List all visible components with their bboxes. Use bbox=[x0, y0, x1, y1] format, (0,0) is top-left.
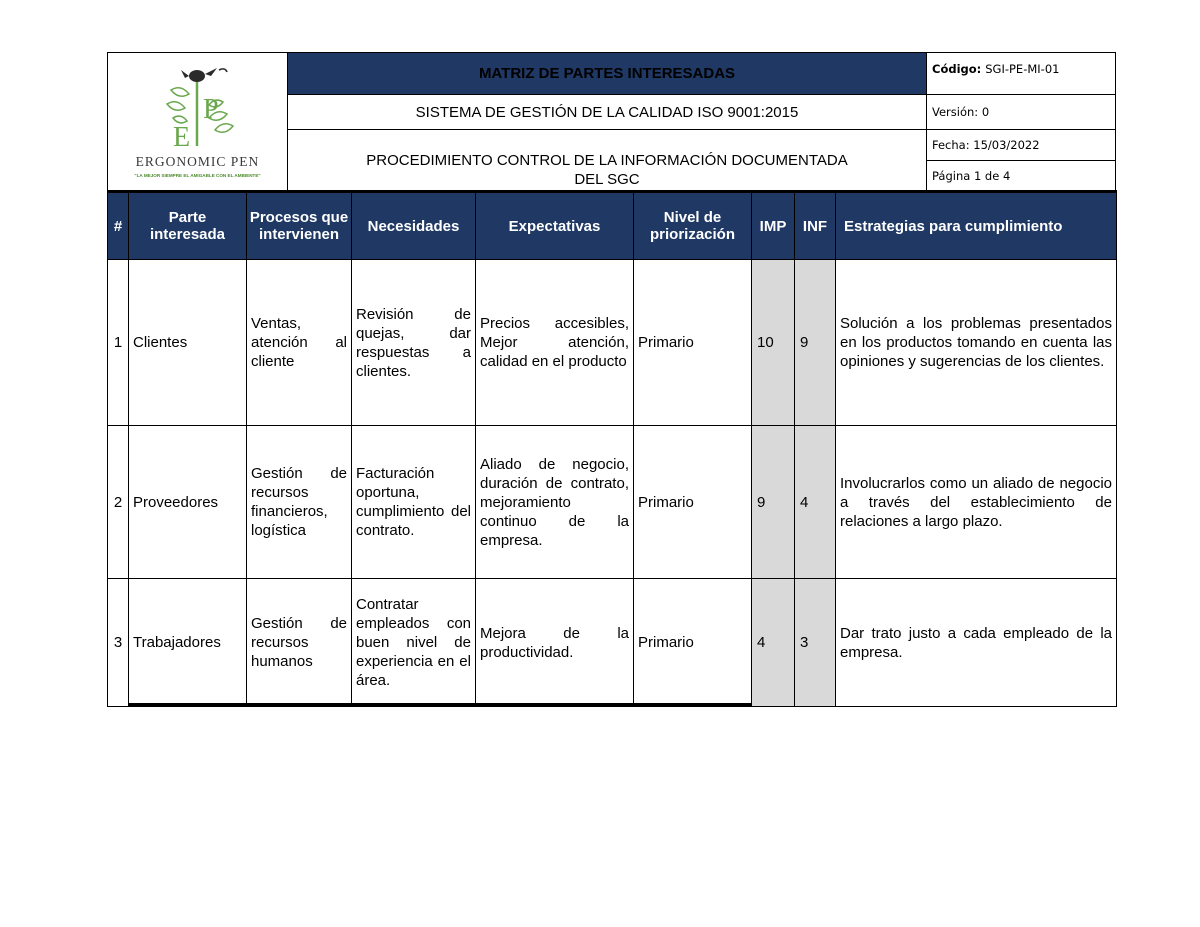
logo-brand-name: ERGONOMIC PEN bbox=[135, 153, 260, 169]
needs-cell: Facturación oportuna, cumplimiento del contrato. bbox=[352, 426, 476, 579]
processes-cell: Gestión de recursos financieros, logística bbox=[247, 426, 352, 579]
table-row bbox=[108, 579, 1117, 707]
procedure-title bbox=[287, 129, 927, 191]
row-number: 2 bbox=[108, 426, 129, 579]
priority-cell: Primario bbox=[634, 579, 752, 707]
col-header-needs: Necesidades bbox=[352, 192, 476, 260]
meta-code-label: Código: bbox=[932, 62, 982, 76]
table-row bbox=[108, 260, 1117, 426]
strategy-cell: Dar trato justo a cada empleado de la empresa. bbox=[836, 579, 1117, 707]
needs-cell: Contratar empleados con buen nivel de experiencia en el área. bbox=[352, 579, 476, 707]
imp-cell: 4 bbox=[752, 579, 795, 707]
col-header-expectations: Expectativas bbox=[476, 192, 634, 260]
expectations-cell: Mejora de la productividad. bbox=[476, 579, 634, 707]
col-header-priority: Nivel de priorización bbox=[634, 192, 752, 260]
meta-date-value: 15/03/2022 bbox=[973, 138, 1040, 152]
strategy-cell: Involucrarlos como un aliado de negocio a través del establecimiento de relaciones a largo plazo. bbox=[836, 426, 1117, 579]
meta-version bbox=[926, 94, 1116, 130]
imp-cell: 9 bbox=[752, 426, 795, 579]
imp-cell: 10 bbox=[752, 260, 795, 426]
logo-cell bbox=[107, 52, 288, 191]
processes-cell: Gestión de recursos humanos bbox=[247, 579, 352, 707]
logo-letter-p: P bbox=[202, 93, 219, 125]
table-header-row bbox=[108, 192, 1117, 260]
party-cell: Trabajadores bbox=[129, 579, 247, 707]
col-header-imp: IMP bbox=[752, 192, 795, 260]
expectations-cell: Precios accesibles, Mejor atención, calidad en el producto bbox=[476, 260, 634, 426]
inf-cell: 3 bbox=[795, 579, 836, 707]
company-logo bbox=[123, 62, 273, 182]
processes-cell: Ventas, atención al cliente bbox=[247, 260, 352, 426]
col-header-inf: INF bbox=[795, 192, 836, 260]
strategy-cell: Solución a los problemas presentados en los productos tomando en cuenta las opiniones y sugerencias de los clientes. bbox=[836, 260, 1117, 426]
procedure-title-line2: DEL SGC bbox=[574, 171, 640, 188]
priority-cell: Primario bbox=[634, 260, 752, 426]
needs-cell: Revisión de quejas, dar respuestas a clientes. bbox=[352, 260, 476, 426]
meta-page: Página 1 de 4 bbox=[926, 160, 1116, 191]
party-cell: Proveedores bbox=[129, 426, 247, 579]
col-header-party: Parte interesada bbox=[129, 192, 247, 260]
document-title: MATRIZ DE PARTES INTERESADAS bbox=[287, 52, 927, 95]
meta-version-label: Versión: bbox=[932, 105, 979, 119]
management-system: SISTEMA DE GESTIÓN DE LA CALIDAD ISO 9001:2015 bbox=[287, 94, 927, 130]
logo-letter-e: E bbox=[172, 121, 190, 153]
table-bottom-rule bbox=[128, 703, 752, 706]
party-cell: Clientes bbox=[129, 260, 247, 426]
meta-date bbox=[926, 129, 1116, 161]
meta-code bbox=[926, 52, 1116, 95]
procedure-title-line1: PROCEDIMIENTO CONTROL DE LA INFORMACIÓN DOCUMENTADA bbox=[366, 152, 848, 169]
logo-motto: "LA MEJOR SIEMPRE EL AMIGABLE CON EL AMBIENTE" bbox=[134, 172, 261, 178]
expectations-cell: Aliado de negocio, duración de contrato, mejoramiento continuo de la empresa. bbox=[476, 426, 634, 579]
meta-date-label: Fecha: bbox=[932, 138, 970, 152]
document-header bbox=[107, 52, 1116, 191]
row-number: 3 bbox=[108, 579, 129, 707]
col-header-processes: Procesos que intervienen bbox=[247, 192, 352, 260]
inf-cell: 9 bbox=[795, 260, 836, 426]
inf-cell: 4 bbox=[795, 426, 836, 579]
col-header-strategies: Estrategias para cumplimiento bbox=[836, 192, 1117, 260]
meta-code-value: SGI-PE-MI-01 bbox=[985, 62, 1060, 76]
stakeholder-matrix-table bbox=[107, 190, 1117, 707]
pen-leaf-icon bbox=[123, 62, 273, 154]
row-number: 1 bbox=[108, 260, 129, 426]
col-header-number: # bbox=[108, 192, 129, 260]
meta-version-value: 0 bbox=[981, 105, 990, 119]
table-row bbox=[108, 426, 1117, 579]
priority-cell: Primario bbox=[634, 426, 752, 579]
